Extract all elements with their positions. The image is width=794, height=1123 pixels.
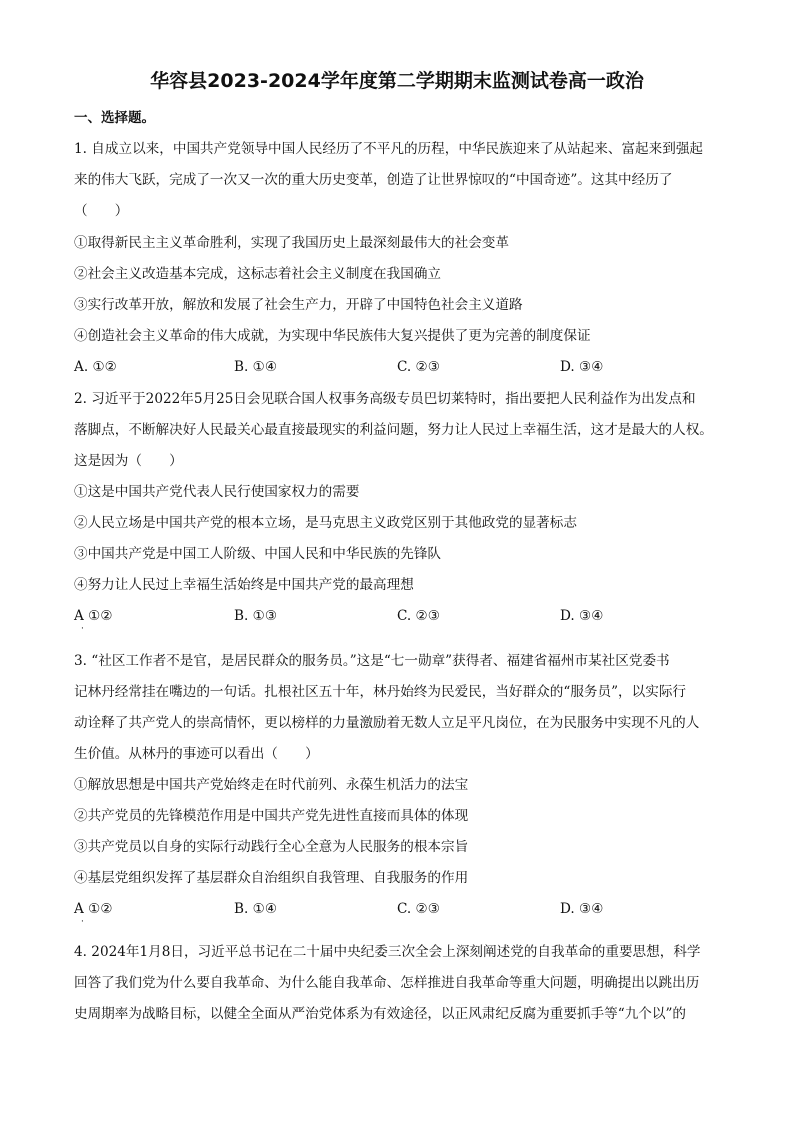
q4-stem-line-1: 4. 2024年1月8日，习近平总书记在二十届中央纪委三次全会上深刻阐述党的自我革命的重要思想，科学 [74,944,701,960]
q3-statement-4: ④基层党组织发挥了基层群众自治组织自我管理、自我服务的作用 [74,870,469,886]
q3-stem-line-2: 记林丹经常挂在嘴边的一句话。扎根社区五十年，林丹始终为民爱民，当好群众的“服务员”，以实际行 [74,684,687,700]
q1-stem-line-3: （ ） [74,203,129,219]
q1-statement-3: ③实行改革开放，解放和发展了社会生产力，开辟了中国特色社会主义道路 [74,297,523,313]
q3-stem-line-4: 生价值。从林丹的事迹可以看出（ ） [74,746,319,762]
q2-statement-3: ③中国共产党是中国工人阶级、中国人民和中华民族的先锋队 [74,546,442,562]
q3-option-b: B. ①④ [234,901,278,917]
q3-stem-line-3: 动诠释了共产党人的崇高情怀，更以榜样的力量激励着无数人立足平凡岗位，在为民服务中实现不凡的人 [74,715,700,731]
q2-statement-2: ②人民立场是中国共产党的根本立场，是马克思主义政党区别于其他政党的显著标志 [74,515,577,531]
q2-option-c: C. ②③ [397,608,440,624]
q2-options [74,606,734,626]
section-heading: 一、选择题。 [74,110,155,126]
q2-option-a: A ①② [74,608,113,624]
q2-statement-1: ①这是中国共产党代表人民行使国家权力的需要 [74,484,360,500]
q3-statement-3: ③共产党员以自身的实际行动践行全心全意为人民服务的根本宗旨 [74,839,469,855]
q1-statement-2: ②社会主义改造基本完成，这标志着社会主义制度在我国确立 [74,266,442,282]
q1-stem-line-2: 来的伟大飞跃，完成了一次又一次的重大历史变革，创造了让世界惊叹的“中国奇迹”。这其中经历了 [74,172,673,188]
q1-option-a: A. ①② [74,359,117,375]
exam-title: 华容县2023-2024学年度第二学期期末监测试卷高一政治 [150,70,644,92]
q2-stem-line-1: 2. 习近平于2022年5月25日会见联合国人权事务高级专员巴切莱特时，指出要把人民利益作为出发点和 [74,391,696,407]
q3-option-a: A ①② [74,901,113,917]
q2-option-d: D. ③④ [560,608,604,624]
q3-statement-2: ②共产党员的先锋模范作用是中国共产党先进性直接而具体的体现 [74,808,469,824]
q2-statement-4: ④努力让人民过上幸福生活始终是中国共产党的最高理想 [74,577,414,593]
q1-statement-1: ①取得新民主主义革命胜利，实现了我国历史上最深刻最伟大的社会变革 [74,235,509,251]
artifact-dot: · [81,624,84,634]
q1-options [74,357,734,377]
q1-option-b: B. ①④ [234,359,278,375]
q4-stem-line-3: 史周期率为战略目标，以健全全面从严治党体系为有效途径，以正风肃纪反腐为重要抓手等“九个以”的 [74,1006,687,1022]
q1-option-d: D. ③④ [560,359,604,375]
q3-option-d: D. ③④ [560,901,604,917]
q2-stem-line-3: 这是因为（ ） [74,453,183,469]
q3-options [74,899,734,919]
q3-option-c: C. ②③ [397,901,440,917]
q3-stem-line-1: 3. “社区工作者不是官，是居民群众的服务员。”这是“七一勋章”获得者、福建省福州市某社区党委书 [74,653,670,669]
artifact-dot: · [81,917,84,927]
q4-stem-line-2: 回答了我们党为什么要自我革命、为什么能自我革命、怎样推进自我革命等重大问题，明确提出以跳出历 [74,975,700,991]
q2-stem-line-2: 落脚点，不断解决好人民最关心最直接最现实的利益问题，努力让人民过上幸福生活，这才是最大的人权。 [74,422,713,438]
q1-stem-line-1: 1. 自成立以来，中国共产党领导中国人民经历了不平凡的历程，中华民族迎来了从站起来、富起来到强起 [74,141,704,157]
q3-statement-1: ①解放思想是中国共产党始终走在时代前列、永葆生机活力的法宝 [74,777,469,793]
q2-option-b: B. ①③ [234,608,278,624]
q1-statement-4: ④创造社会主义革命的伟大成就，为实现中华民族伟大复兴提供了更为完善的制度保证 [74,328,591,344]
q1-option-c: C. ②③ [397,359,440,375]
